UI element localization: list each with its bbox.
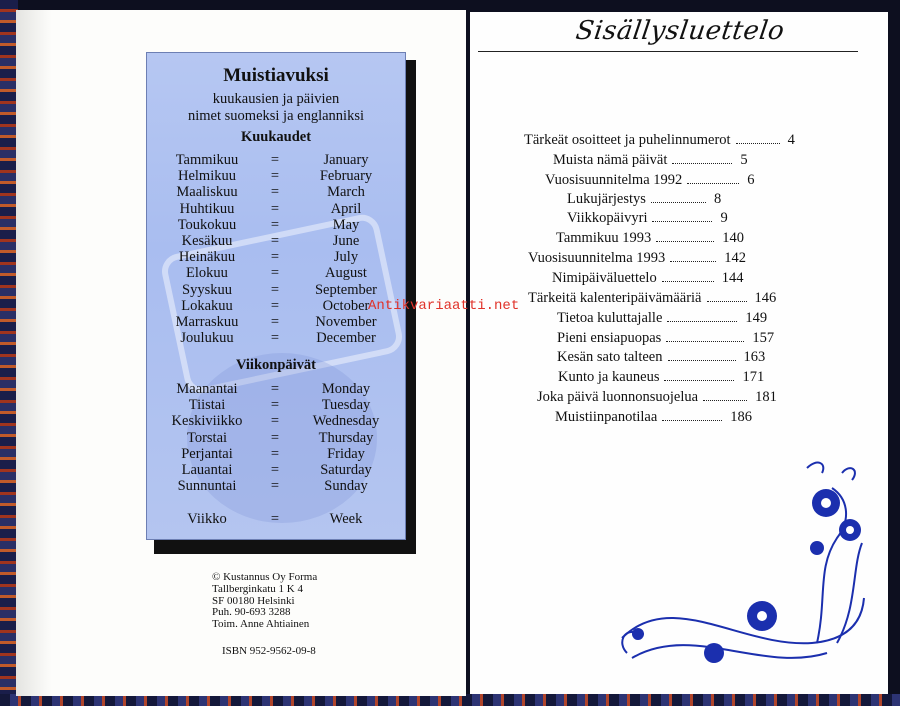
toc-entry-page: 4 [787, 132, 795, 148]
month-name-en: August [325, 265, 367, 282]
month-name-en: May [332, 216, 360, 233]
toc-entry-page: 181 [755, 389, 777, 405]
weekday-name-en: Monday [321, 381, 371, 397]
toc-entry [552, 270, 743, 286]
toc-entry-page: 144 [721, 270, 744, 286]
weekday-row [147, 446, 405, 462]
equals-sign: = [270, 184, 280, 201]
toc-leader-dots [703, 396, 747, 401]
equals-sign: = [270, 216, 280, 233]
month-row [147, 265, 405, 281]
memo-title: Muistiavuksi [223, 65, 329, 86]
weekday-row [147, 381, 405, 397]
publisher-imprint [212, 572, 372, 631]
weekday-name-en: Saturday [320, 461, 372, 478]
toc-leader-dots [662, 416, 722, 421]
toc-entry [567, 210, 728, 226]
month-row [147, 184, 405, 200]
toc-entry-page: 149 [745, 310, 768, 326]
month-row [147, 249, 405, 265]
weekday-name-en: Wednesday [312, 413, 380, 430]
memo-subtitle [147, 91, 405, 125]
toc-entry-page: 9 [720, 210, 728, 226]
toc-leader-dots [736, 139, 780, 144]
isbn: ISBN 952-9562-09-8 [222, 645, 316, 657]
month-name-en: September [314, 281, 377, 298]
month-name-fi: Tammikuu [175, 152, 239, 168]
month-name-en: March [327, 184, 365, 201]
toc-entry-label: Viikkopäivyri [567, 210, 648, 226]
month-row [147, 152, 405, 168]
toc-entry-page: 163 [743, 349, 766, 365]
toc-entry-label: Pieni ensiapuopas [557, 330, 662, 346]
toc-leader-dots [651, 198, 706, 203]
equals-sign: = [270, 297, 280, 314]
toc-entry [524, 132, 795, 148]
month-name-fi: Helmikuu [178, 168, 236, 185]
equals-sign: = [270, 249, 280, 266]
toc-entry [528, 250, 746, 266]
weekday-name-fi: Sunnuntai [177, 478, 237, 495]
month-name-en: October [322, 297, 370, 314]
equals-sign: = [270, 413, 280, 430]
toc-leader-dots [662, 277, 714, 282]
toc-entry [558, 369, 764, 385]
toc-entry [556, 230, 744, 246]
memo-subtitle-line: nimet suomeksi ja englanniksi [188, 108, 364, 124]
toc-title: Sisällysluettelo [573, 16, 787, 46]
equals-sign: = [270, 511, 280, 527]
toc-entry-page: 6 [747, 172, 755, 188]
month-name-fi: Maaliskuu [176, 184, 238, 201]
toc-leader-dots [666, 337, 744, 342]
month-name-en: December [316, 330, 376, 347]
equals-sign: = [270, 381, 280, 397]
weekday-name-en: Friday [327, 445, 365, 462]
week-en: Week [329, 511, 363, 527]
month-name-en: November [315, 313, 377, 330]
equals-sign: = [270, 281, 280, 298]
toc-entry [557, 349, 765, 365]
weekday-name-fi: Maanantai [176, 381, 238, 397]
week-fi: Viikko [187, 511, 227, 527]
toc-leader-dots [652, 217, 712, 222]
month-name-fi: Elokuu [186, 265, 228, 282]
toc-entry-label: Lukujärjestys [567, 191, 646, 207]
weekday-name-fi: Lauantai [181, 461, 233, 478]
toc-leader-dots [670, 257, 716, 262]
toc-leader-dots [707, 297, 747, 302]
toc-entry-label: Joka päivä luonnonsuojelua [537, 389, 699, 405]
month-name-fi: Joulukuu [180, 330, 234, 347]
toc-title-rule [478, 51, 858, 52]
month-name-en: January [323, 152, 369, 168]
imprint-line: © Kustannus Oy Forma [212, 571, 318, 583]
toc-entry [537, 389, 777, 405]
weekdays-list [147, 381, 405, 494]
weekdays-heading: Viikonpäivät [235, 357, 317, 373]
month-name-fi: Toukokuu [177, 216, 237, 233]
toc-entry-page: 171 [742, 369, 765, 385]
month-row [147, 314, 405, 330]
weekday-row [147, 478, 405, 494]
equals-sign: = [270, 445, 280, 462]
left-page-gutter-shadow [16, 10, 52, 696]
toc-entry-label: Muistiinpanotilaa [555, 409, 658, 425]
toc-entry-page: 146 [754, 290, 777, 306]
imprint-line: Puh. 90-693 3288 [212, 606, 291, 619]
imprint-line: SF 00180 Helsinki [212, 594, 295, 607]
equals-sign: = [270, 313, 280, 330]
toc-entry-label: Muista nämä päivät [553, 152, 668, 168]
toc-leader-dots [667, 317, 737, 322]
toc-entry [557, 310, 767, 326]
floral-corner-ornament-icon [612, 448, 882, 678]
memo-card [146, 52, 406, 540]
toc-entry-page: 8 [713, 191, 722, 207]
month-name-en: June [332, 232, 360, 249]
weekday-row [147, 462, 405, 478]
month-row [147, 298, 405, 314]
equals-sign: = [270, 461, 280, 478]
equals-sign: = [270, 397, 280, 414]
weekday-name-en: Thursday [318, 429, 374, 446]
toc-entry-page: 142 [724, 250, 747, 266]
month-row [147, 201, 405, 217]
weekday-name-fi: Tiistai [188, 397, 226, 414]
equals-sign: = [270, 152, 280, 168]
weekday-name-en: Tuesday [321, 397, 371, 414]
month-row [147, 330, 405, 346]
weekday-row [147, 413, 405, 429]
equals-sign: = [270, 168, 280, 185]
month-row [147, 217, 405, 233]
toc-entry-page: 157 [752, 330, 775, 346]
month-name-en: July [333, 249, 359, 266]
weekday-row [147, 430, 405, 446]
equals-sign: = [270, 478, 280, 495]
toc-entry-label: Tärkeät osoitteet ja puhelinnumerot [524, 132, 731, 148]
month-name-en: April [330, 200, 362, 217]
imprint-line: Tallberginkatu 1 K 4 [212, 582, 303, 595]
month-name-fi: Syyskuu [182, 281, 232, 298]
toc-entry-page: 186 [730, 409, 753, 425]
toc-entry [557, 330, 774, 346]
month-name-en: February [319, 168, 373, 185]
months-heading: Kuukaudet [240, 129, 312, 145]
toc-leader-dots [656, 237, 714, 242]
toc-entry [567, 191, 721, 207]
memo-subtitle-line: kuukausien ja päivien [212, 91, 340, 107]
week-row [147, 511, 405, 529]
toc-entry-page: 5 [740, 152, 748, 168]
equals-sign: = [270, 330, 280, 347]
month-row [147, 233, 405, 249]
month-name-fi: Kesäkuu [181, 232, 233, 249]
toc-leader-dots [664, 376, 734, 381]
months-list [147, 152, 405, 346]
month-name-fi: Marraskuu [175, 313, 239, 330]
toc-leader-dots [687, 179, 739, 184]
toc-leader-dots [668, 356, 736, 361]
toc-entry-label: Tammikuu 1993 [556, 230, 652, 246]
toc-entry-label: Kesän sato talteen [557, 349, 663, 365]
month-name-fi: Heinäkuu [178, 249, 236, 266]
toc-entry-label: Tärkeitä kalenteripäivämääriä [528, 290, 702, 306]
equals-sign: = [270, 265, 280, 282]
equals-sign: = [270, 200, 280, 217]
watermark: Antikvariaatti.net [368, 298, 520, 314]
equals-sign: = [270, 429, 280, 446]
equals-sign: = [270, 232, 280, 249]
weekday-name-fi: Torstai [186, 429, 228, 446]
toc-entry [545, 172, 755, 188]
toc-entry-label: Nimipäiväluettelo [552, 270, 657, 286]
weekday-name-fi: Perjantai [181, 445, 233, 462]
toc-entry-label: Kunto ja kauneus [558, 369, 660, 385]
month-row [147, 282, 405, 298]
toc-entry-page: 140 [722, 230, 744, 246]
month-row [147, 168, 405, 184]
toc-entry-label: Tietoa kuluttajalle [557, 310, 663, 326]
toc-entry [528, 290, 776, 306]
toc-entry-label: Vuosisuunnitelma 1992 [545, 172, 683, 188]
month-name-fi: Lokakuu [181, 297, 233, 314]
toc-entry [553, 152, 748, 168]
toc-entry [555, 409, 752, 425]
imprint-line: Toim. Anne Ahtiainen [212, 618, 310, 631]
weekday-name-en: Sunday [324, 478, 368, 495]
month-name-fi: Huhtikuu [179, 200, 235, 217]
weekday-row [147, 397, 405, 413]
weekday-name-fi: Keskiviikko [171, 413, 243, 430]
toc-leader-dots [672, 159, 732, 164]
toc-entry-label: Vuosisuunnitelma 1993 [528, 250, 666, 266]
